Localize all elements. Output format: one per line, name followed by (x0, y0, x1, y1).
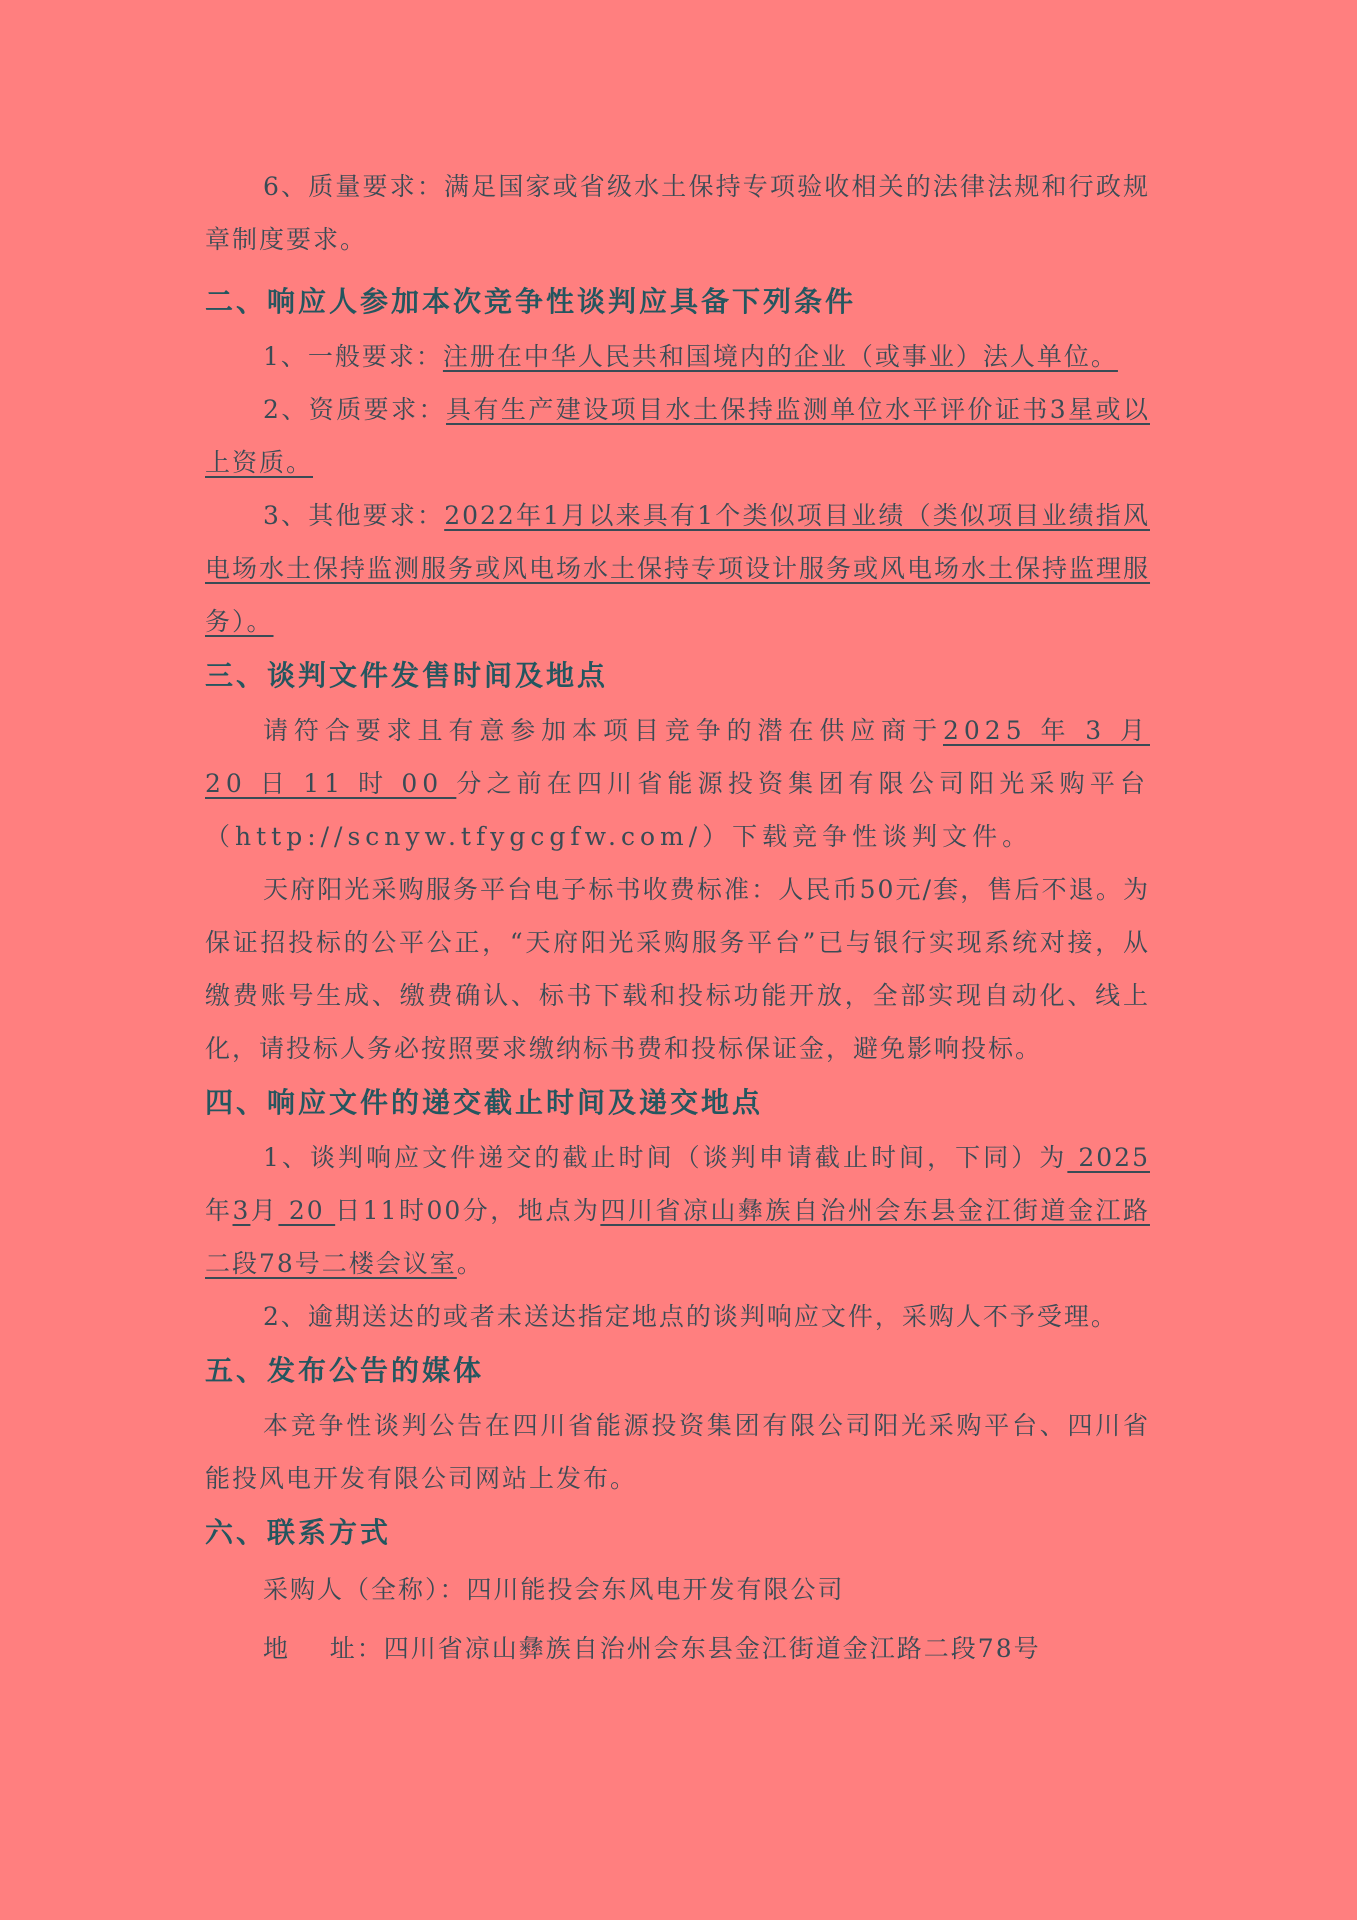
submission-month-unit: 月 (250, 1196, 279, 1225)
qualification-requirement (205, 383, 1150, 489)
buyer-address: 地 址：四川省凉山彝族自治州会东县金江街道金江路二段78号 (263, 1634, 1041, 1663)
quality-requirement: 6、质量要求：满足国家或省级水土保持专项验收相关的法律法规和行政规章制度要求。 (205, 172, 1150, 254)
submission-year: 2025 (1067, 1143, 1150, 1172)
section-5-heading: 五、发布公告的媒体 (205, 1354, 485, 1387)
section-6-heading: 六、联系方式 (205, 1516, 392, 1549)
section-2-heading: 二、响应人参加本次竞争性谈判应具备下列条件 (205, 285, 857, 318)
submission-time: 日11时00分，地点为 (335, 1196, 601, 1225)
document-sale-intro: 请符合要求且有意参加本项目竞争的潜在供应商于 (263, 716, 943, 745)
qualification-requirement-value: 具有生产建设项目水土保持监测单位水平评价证书3星或以上资质。 (205, 395, 1150, 477)
other-requirement-label: 3、其他要求： (263, 501, 445, 530)
submission-place: 四川省凉山彝族自治州会东县金江街道金江路二段78号二楼会议室 (205, 1196, 1150, 1278)
document-sale-deadline: 2025 年 3 月 20 日 11 时 00 (205, 716, 1150, 798)
submission-deadline-paragraph (205, 1131, 1150, 1290)
submission-year-unit: 年 (205, 1196, 233, 1225)
buyer-name: 采购人（全称）：四川能投会东风电开发有限公司 (263, 1575, 845, 1604)
document-sale-location: 分之前在四川省能源投资集团有限公司阳光采购平台（http://scnyw.tfygcgfw.com/）下载竞争性谈判文件。 (205, 769, 1150, 851)
other-requirement (205, 489, 1150, 648)
section-4-heading: 四、响应文件的递交截止时间及递交地点 (205, 1086, 764, 1119)
submission-deadline-intro: 1、谈判响应文件递交的截止时间（谈判申请截止时间，下同）为 (263, 1143, 1068, 1172)
late-submission-paragraph: 2、逾期送达的或者未送达指定地点的谈判响应文件，采购人不予受理。 (263, 1302, 1118, 1331)
other-requirement-value: 2022年1月以来具有1个类似项目业绩（类似项目业绩指风电场水土保持监测服务或风电场水土保持专项设计服务或风电场水土保持监理服务）。 (205, 501, 1151, 636)
submission-end: 。 (456, 1249, 484, 1278)
general-requirement-value: 注册在中华人民共和国境内的企业（或事业）法人单位。 (442, 342, 1118, 371)
submission-day: 20 (278, 1196, 336, 1225)
fee-standard-paragraph: 天府阳光采购服务平台电子标书收费标准：人民币50元/套，售后不退。为保证招投标的公平公正，“天府阳光采购服务平台”已与银行实现系统对接，从缴费账号生成、缴费确认、标书下载和投标功能开放，全部实现自动化、线上化，请投标人务必按照要求缴纳标书费和投标保证金，避免影响投标。 (205, 875, 1150, 1063)
general-requirement-label: 1、一般要求： (263, 342, 443, 371)
general-requirement (205, 330, 1150, 383)
publication-media-paragraph: 本竞争性谈判公告在四川省能源投资集团有限公司阳光采购平台、四川省能投风电开发有限公司网站上发布。 (205, 1411, 1150, 1493)
submission-month: 3 (232, 1196, 251, 1225)
document-sale-paragraph (205, 704, 1150, 863)
document-page (205, 160, 1150, 1675)
section-3-heading: 三、谈判文件发售时间及地点 (205, 659, 609, 692)
qualification-requirement-label: 2、资质要求： (263, 395, 447, 424)
